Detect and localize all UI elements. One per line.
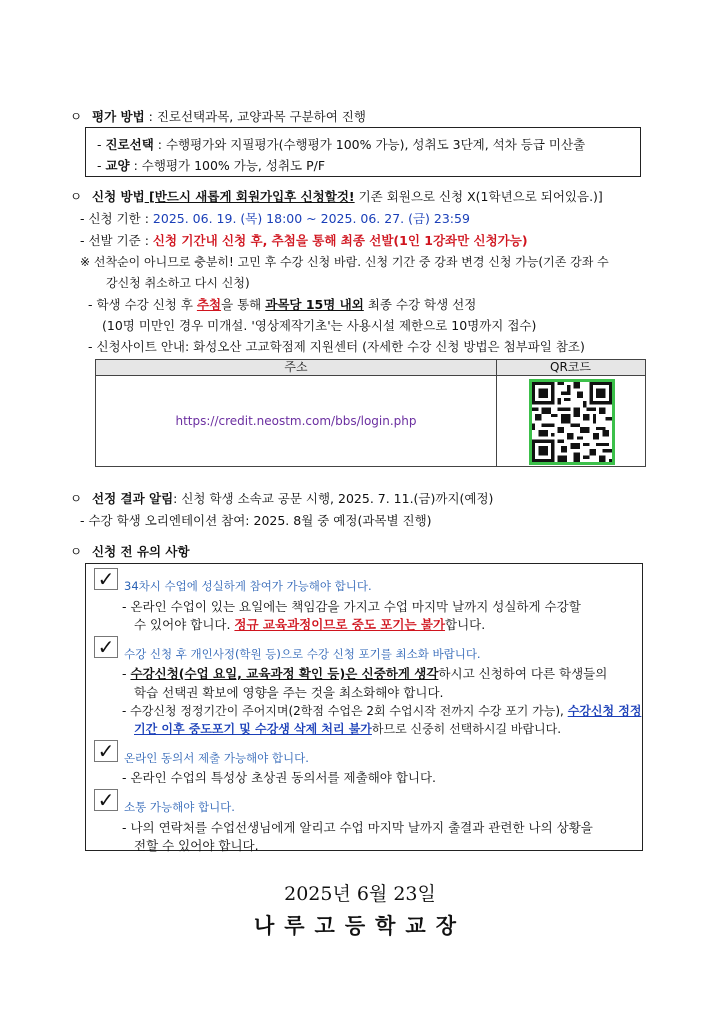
- lottery-text-c: 을 통해: [221, 297, 266, 312]
- item-2-text-c: 하시고 신청하여 다른 학생들의: [438, 666, 608, 681]
- item-1-text-c: 합니다.: [445, 617, 486, 632]
- table-header-address: 주소: [96, 360, 496, 376]
- caution-item-4-line-2: 전할 수 있어야 합니다.: [134, 838, 259, 853]
- apply-bracket-rest: 기존 회원으로 신청 X(1학년으로 되어있음.)]: [354, 189, 603, 204]
- item-2-highlight-blue: 수강신청 정정: [567, 704, 642, 718]
- eval-box-text-1: : 수행평가와 지필평가(수행평가 100% 가능), 성취도 3단계, 석차 등급 미산출: [153, 137, 586, 152]
- check-icon: ✓: [94, 789, 118, 811]
- caution-item-2-head: 수강 신청 후 개인사정(학원 등)으로 수강 신청 포기를 최소화 바랍니다.: [124, 647, 481, 661]
- eval-title: 평가 방법: [92, 109, 145, 124]
- caution-item-1-line-1: - 온라인 수업이 있는 요일에는 책임감을 가지고 수업 마지막 날까지 성실하게 수강할: [122, 599, 581, 614]
- check-icon: ✓: [94, 740, 118, 762]
- caution-item-3-head: 온라인 동의서 제출 가능해야 합니다.: [124, 751, 309, 765]
- caution-item-4-head: 소통 가능해야 합니다.: [124, 800, 235, 814]
- school-principal: 나루고등학교장: [253, 913, 466, 938]
- apply-criteria-label: - 선발 기준 :: [80, 233, 153, 248]
- table-divider: [496, 360, 497, 466]
- apply-site-info: - 신청사이트 안내: 화성오산 고교학점제 지원센터 (자세한 수강 신청 방법은 첨부파일 참조): [88, 339, 585, 354]
- eval-box-label-1: 진로선택: [105, 137, 154, 152]
- apply-period: [80, 209, 470, 227]
- item-1-text-a: 수 있어야 합니다.: [134, 617, 235, 632]
- bullet: ㅇ: [70, 189, 83, 204]
- eval-text: 진로선택과목, 교양과목 구분하여 진행: [156, 109, 366, 124]
- site-url-link[interactable]: https://credit.neostm.com/bbs/login.php: [175, 414, 417, 428]
- apply-period-label: - 신청 기한 :: [80, 211, 153, 226]
- item-2-text-l4b: 하므로 신중히 선택하시길 바랍니다.: [371, 722, 562, 736]
- document-date: 2025년 6월 23일: [284, 883, 436, 905]
- result-orientation: - 수강 학생 오리엔테이션 참여: 2025. 8월 중 예정(과목별 진행): [80, 513, 432, 528]
- caution-item-1-head: 34차시 수업에 성실하게 참여가 가능해야 합니다.: [124, 579, 372, 593]
- lottery-text-a: - 학생 수강 신청 후: [88, 297, 197, 312]
- apply-lottery-line-2: (10명 미만인 경우 미개설. '영상제작기초'는 사용시설 제한으로 10명까지 접수): [102, 318, 537, 333]
- lottery-count: 과목당 15명 내외: [265, 297, 364, 312]
- caution-title: 신청 전 유의 사항: [92, 544, 190, 559]
- apply-criteria-value: 신청 기간내 신청 후, 추첨을 통해 최종 선발(1인 1강좌만 신청가능): [152, 233, 528, 248]
- bullet: ㅇ: [70, 109, 83, 124]
- apply-lottery-line-1: [88, 295, 476, 313]
- apply-criteria: [80, 231, 528, 249]
- caution-item-2-line-3: [122, 702, 641, 719]
- lottery-text-e: 최종 수강 학생 선정: [363, 297, 477, 312]
- caution-item-2-line-2: 학습 선택권 확보에 영향을 주는 것을 최소화해야 합니다.: [134, 685, 444, 700]
- caution-item-2-line-1: [122, 664, 607, 682]
- table-header-qr: QR코드: [496, 360, 645, 376]
- caution-item-2-line-4: [134, 720, 561, 737]
- apply-period-value: 2025. 06. 19. (목) 18:00 ~ 2025. 06. 27. (금) 23:59: [152, 211, 470, 226]
- item-1-highlight: 정규 교육과정이므로 중도 포기는 불가: [234, 617, 446, 632]
- apply-note-line-1: ※ 선착순이 아니므로 충분히! 고민 후 수강 신청 바람. 신청 기간 중 강좌 변경 신청 가능(기존 강좌 수: [80, 255, 609, 269]
- item-2-highlight-blue-2: 기간 이후 중도포기 및 수강생 삭제 처리 불가: [134, 722, 372, 736]
- eval-box-line-2: - 교양 : 수행평가 100% 가능, 성취도 P/F: [97, 158, 326, 173]
- caution-item-4-line-1: - 나의 연락처를 수업선생님에게 알리고 수업 마지막 날까지 출결과 관련한 나의 상황을: [122, 820, 593, 835]
- eval-box-line-1: - 진로선택 : 수행평가와 지필평가(수행평가 100% 가능), 성취도 3단계, 석차 등급 미산출: [97, 137, 586, 152]
- apply-bracket-notice: [반드시 새롭게 회원가입후 신청할것!: [144, 189, 355, 204]
- eval-section-heading: [70, 107, 366, 125]
- result-title: 선정 결과 알림: [92, 491, 174, 506]
- check-icon: ✓: [94, 636, 118, 658]
- caution-item-1-line-2: [134, 615, 485, 633]
- result-text: : 신청 학생 소속교 공문 시행, 2025. 7. 11.(금)까지(예정): [173, 491, 494, 506]
- apply-section-heading: [70, 187, 603, 205]
- item-2-text-a: -: [122, 666, 131, 681]
- apply-title: 신청 방법: [92, 189, 145, 204]
- bullet: ㅇ: [70, 544, 83, 559]
- bullet: ㅇ: [70, 491, 83, 506]
- eval-box-text-2: : 수행평가 100% 가능, 성취도 P/F: [129, 158, 326, 173]
- item-2-text-l3a: - 수강신청 정정기간이 주어지며(2학점 수업은 2회 수업시작 전까지 수강 포기 가능),: [122, 704, 568, 718]
- separator: :: [144, 109, 157, 124]
- check-icon: ✓: [94, 568, 118, 590]
- eval-box-label-2: 교양: [105, 158, 130, 173]
- site-table: [95, 359, 646, 467]
- caution-item-3-line-1: - 온라인 수업의 특성상 초상권 동의서를 제출해야 합니다.: [122, 770, 437, 785]
- item-2-highlight: 수강신청(수업 요일, 교육과정 확인 등)은 신중하게 생각: [130, 666, 439, 681]
- qr-code-icon[interactable]: [529, 379, 615, 465]
- caution-section-heading: [70, 542, 190, 560]
- lottery-highlight: 추첨: [196, 297, 222, 312]
- result-section-heading: [70, 489, 493, 507]
- apply-note-line-2: 강신청 취소하고 다시 신청): [106, 276, 250, 290]
